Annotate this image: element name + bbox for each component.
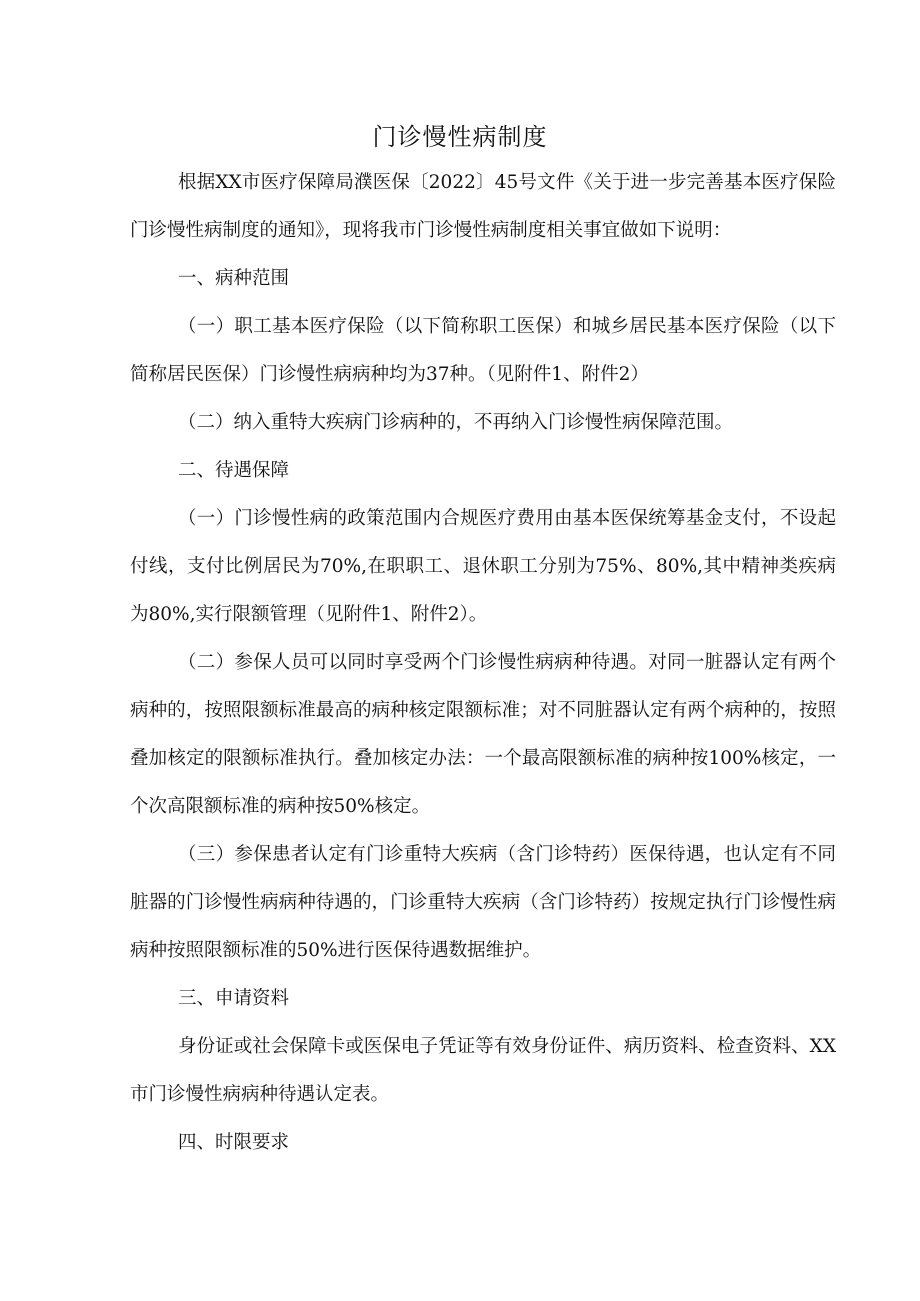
benefits-item-1: （一）门诊慢性病的政策范围内合规医疗费用由基本医保统筹基金支付，不设起付线，支付比例居民为70%,在职职工、退休职工分别为75%、80%,其中精神类疾病为80%,实行限额管理（见附件1、附件2）。 [130,508,836,625]
section-heading-materials: 三、申请资料 [178,988,290,1009]
materials-item-1: 身份证或社会保障卡或医保电子凭证等有效身份证件、病历资料、检查资料、XX市门诊慢性病病种待遇认定表。 [130,1036,836,1105]
benefits-item-3: （三）参保患者认定有门诊重特大疾病（含门诊特药）医保待遇，也认定有不同脏器的门诊慢性病病种待遇的，门诊重特大疾病（含门诊特药）按规定执行门诊慢性病病种按照限额标准的50%进行医保待遇数据维护。 [130,844,836,961]
section-heading-benefits: 二、待遇保障 [178,460,290,481]
document-title: 门诊慢性病制度 [372,123,548,151]
scope-item-1: （一）职工基本医疗保险（以下简称职工医保）和城乡居民基本医疗保险（以下简称居民医保）门诊慢性病病种均为37种。（见附件1、附件2） [130,316,836,385]
benefits-item-2: （二）参保人员可以同时享受两个门诊慢性病病种待遇。对同一脏器认定有两个病种的，按照限额标准最高的病种核定限额标准；对不同脏器认定有两个病种的，按照叠加核定的限额标准执行。叠加核定办法：一个最高限额标准的病种按100%核定，一个次高限额标准的病种按50%核定。 [130,652,836,817]
section-heading-scope: 一、病种范围 [178,268,290,289]
section-heading-time-limit: 四、时限要求 [178,1132,290,1153]
intro-paragraph: 根据XX市医疗保障局濮医保〔2022〕45号文件《关于进一步完善基本医疗保险门诊慢性病制度的通知》，现将我市门诊慢性病制度相关事宜做如下说明： [130,172,836,241]
scope-item-2: （二）纳入重特大疾病门诊病种的，不再纳入门诊慢性病保障范围。 [178,412,734,433]
